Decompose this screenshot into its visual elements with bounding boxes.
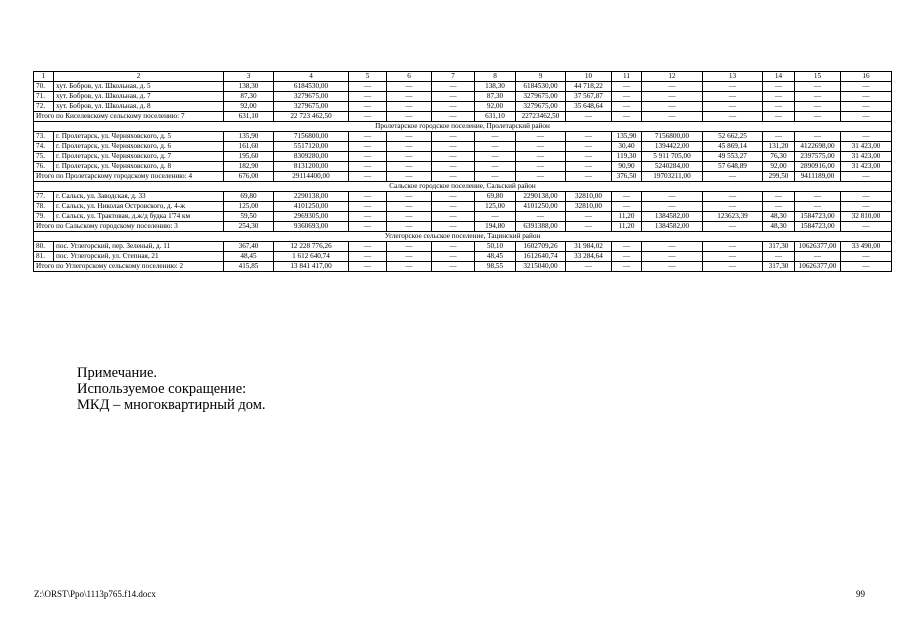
row-number-cell: 80.	[34, 242, 54, 252]
row-number-cell: 76.	[34, 162, 54, 172]
total-label: Итого по Углегорскому сельскому поселению: 2	[34, 262, 224, 272]
table-cell: 182,90	[224, 162, 274, 172]
table-row	[34, 162, 892, 172]
table-cell: 1384582,00	[642, 222, 703, 232]
header-cell: 7	[432, 72, 475, 82]
table-cell: —	[612, 252, 642, 262]
table-cell: —	[387, 222, 432, 232]
table-cell: —	[612, 112, 642, 122]
table-cell: 69,80	[224, 192, 274, 202]
table-cell: —	[432, 162, 475, 172]
table-cell: 87,30	[224, 92, 274, 102]
note-block	[77, 365, 266, 413]
table-cell: —	[841, 192, 892, 202]
table-cell: —	[841, 92, 892, 102]
table-cell: 2290138,00	[516, 192, 566, 202]
table-row	[34, 92, 892, 102]
table-row	[34, 152, 892, 162]
table-cell: —	[516, 152, 566, 162]
table-cell: —	[432, 172, 475, 182]
table-cell: 49 553,27	[703, 152, 763, 162]
row-number-cell: 72.	[34, 102, 54, 112]
table-cell: 92,00	[475, 102, 516, 112]
table-cell: —	[349, 222, 387, 232]
table-cell: —	[566, 172, 612, 182]
header-cell: 5	[349, 72, 387, 82]
table-cell: —	[703, 112, 763, 122]
address-cell: пос. Углегорский, пер. Зеленый, д. 11	[54, 242, 224, 252]
row-number-cell: 79.	[34, 212, 54, 222]
address-cell: г. Пролетарск, ул. Черняховского, д. 5	[54, 132, 224, 142]
table-cell: —	[387, 202, 432, 212]
table-cell: —	[432, 142, 475, 152]
table-cell: 2969305,00	[274, 212, 349, 222]
table-cell: 35 648,64	[566, 102, 612, 112]
header-cell: 15	[795, 72, 841, 82]
table-cell: —	[642, 82, 703, 92]
table-cell: 50,10	[475, 242, 516, 252]
table-row	[34, 252, 892, 262]
table-cell: —	[475, 212, 516, 222]
table-row	[34, 192, 892, 202]
table-cell: 631,10	[224, 112, 274, 122]
table-cell: —	[432, 112, 475, 122]
table-cell: 48,45	[224, 252, 274, 262]
table-cell: —	[387, 82, 432, 92]
table-cell: —	[475, 142, 516, 152]
table-cell: —	[795, 92, 841, 102]
total-label: Итого по Киселевскому сельскому поселению: 7	[34, 112, 224, 122]
table-cell: —	[703, 262, 763, 272]
row-number-cell: 73.	[34, 132, 54, 142]
table-cell: 31 423,00	[841, 162, 892, 172]
table-cell: —	[763, 92, 795, 102]
table-cell: 7156800,00	[642, 132, 703, 142]
section-title: Пролетарское городское поселение, Пролетарский район	[34, 122, 892, 132]
table-cell: 57 648,89	[703, 162, 763, 172]
table-cell: —	[642, 242, 703, 252]
header-cell: 2	[54, 72, 224, 82]
table-cell: 90,90	[612, 162, 642, 172]
table-row	[34, 132, 892, 142]
table-cell: —	[612, 92, 642, 102]
table-cell: 19703211,00	[642, 172, 703, 182]
table-cell: —	[763, 112, 795, 122]
table-cell: 299,50	[763, 172, 795, 182]
table-row	[34, 102, 892, 112]
table-cell: 98,55	[475, 262, 516, 272]
table-cell: 31 984,02	[566, 242, 612, 252]
address-cell: г. Сальск, ул. Заводская, д. 33	[54, 192, 224, 202]
table-cell: 52 662,25	[703, 132, 763, 142]
header-cell: 13	[703, 72, 763, 82]
table-cell: —	[387, 192, 432, 202]
table-cell: 1584723,00	[795, 222, 841, 232]
table-cell: —	[432, 262, 475, 272]
table-cell: —	[795, 202, 841, 212]
table-cell: —	[566, 132, 612, 142]
table-cell: —	[387, 262, 432, 272]
table-cell: —	[763, 82, 795, 92]
table-cell: 5 911 705,00	[642, 152, 703, 162]
table-cell: —	[516, 172, 566, 182]
total-row	[34, 112, 892, 122]
table-cell: —	[349, 82, 387, 92]
table-cell: 1 612 640,74	[274, 252, 349, 262]
table-cell: 138,30	[224, 82, 274, 92]
table-cell: —	[349, 132, 387, 142]
table-cell: —	[703, 92, 763, 102]
table-cell: —	[349, 112, 387, 122]
header-cell: 12	[642, 72, 703, 82]
table-cell: 45 869,14	[703, 142, 763, 152]
table-cell: 92,00	[763, 162, 795, 172]
table-cell: 135,90	[224, 132, 274, 142]
table-cell: 254,30	[224, 222, 274, 232]
table-cell: —	[349, 152, 387, 162]
table-cell: —	[795, 112, 841, 122]
table-cell: —	[642, 102, 703, 112]
table-cell: 32810,00	[566, 192, 612, 202]
total-label: Итого по Пролетарскому городскому поселению: 4	[34, 172, 224, 182]
table-cell: 6184530,00	[274, 82, 349, 92]
table-cell: 1612640,74	[516, 252, 566, 262]
table-cell: —	[432, 242, 475, 252]
table-cell: —	[841, 222, 892, 232]
total-row	[34, 262, 892, 272]
table-cell: —	[763, 102, 795, 112]
table-cell: 3215040,00	[516, 262, 566, 272]
table-cell: —	[703, 172, 763, 182]
table-cell: —	[387, 242, 432, 252]
table-cell: —	[763, 202, 795, 212]
row-number-cell: 75.	[34, 152, 54, 162]
table-cell: —	[612, 192, 642, 202]
table-cell: 376,50	[612, 172, 642, 182]
table-cell: 194,80	[475, 222, 516, 232]
header-cell: 11	[612, 72, 642, 82]
table-cell: 44 718,22	[566, 82, 612, 92]
table-cell: 3279675,00	[516, 102, 566, 112]
table-cell: —	[387, 162, 432, 172]
header-cell: 8	[475, 72, 516, 82]
table-cell: 8131200,00	[274, 162, 349, 172]
table-cell: —	[432, 152, 475, 162]
section-row	[34, 182, 892, 192]
data-table	[33, 71, 892, 272]
table-cell: 30,40	[612, 142, 642, 152]
table-cell: —	[703, 222, 763, 232]
table-cell: 138,30	[475, 82, 516, 92]
row-number-cell: 70.	[34, 82, 54, 92]
table-cell: —	[612, 102, 642, 112]
table-cell: —	[566, 152, 612, 162]
table-cell: —	[432, 212, 475, 222]
table-cell: —	[387, 212, 432, 222]
table-cell: —	[432, 222, 475, 232]
table-cell: —	[841, 252, 892, 262]
table-cell: —	[642, 252, 703, 262]
table-cell: —	[566, 142, 612, 152]
address-cell: г. Пролетарск, ул. Черняховского, д. 6	[54, 142, 224, 152]
table-cell: 125,00	[475, 202, 516, 212]
table-cell: —	[349, 102, 387, 112]
header-cell: 10	[566, 72, 612, 82]
table-cell: 12 228 776,26	[274, 242, 349, 252]
table-cell: 32 810,00	[841, 212, 892, 222]
table-cell: —	[387, 152, 432, 162]
table-cell: —	[642, 192, 703, 202]
address-cell: хут. Бобров, ул. Школьная, д. 8	[54, 102, 224, 112]
table-cell: —	[566, 222, 612, 232]
table-cell: —	[566, 162, 612, 172]
table-cell: —	[516, 132, 566, 142]
table-cell: 22 723 462,50	[274, 112, 349, 122]
table-cell: 1584723,00	[795, 212, 841, 222]
table-cell: —	[516, 162, 566, 172]
table-cell: —	[795, 82, 841, 92]
address-cell: г. Пролетарск, ул. Черняховского, д. 8	[54, 162, 224, 172]
table-cell: 48,45	[475, 252, 516, 262]
footer-page-number: 99	[856, 589, 865, 599]
table-row	[34, 142, 892, 152]
table-cell: 69,80	[475, 192, 516, 202]
table-cell: —	[349, 142, 387, 152]
table-cell: —	[432, 202, 475, 212]
table-cell: —	[349, 242, 387, 252]
table-cell: —	[566, 212, 612, 222]
table-cell: —	[387, 142, 432, 152]
table-cell: 32810,00	[566, 202, 612, 212]
table-cell: —	[703, 102, 763, 112]
table-cell: 10626377,00	[795, 242, 841, 252]
note-abbrev-definition: МКД – многоквартирный дом.	[77, 397, 266, 413]
footer-file-path: Z:\ORST\Ppo\1113p765.f14.docx	[34, 589, 156, 599]
table-cell: —	[566, 262, 612, 272]
table-cell: —	[612, 202, 642, 212]
table-cell: 3279675,00	[274, 92, 349, 102]
table-cell: —	[612, 242, 642, 252]
table-cell: 195,60	[224, 152, 274, 162]
section-row	[34, 122, 892, 132]
table-cell: 4122698,00	[795, 142, 841, 152]
table-cell: —	[612, 262, 642, 272]
header-cell: 3	[224, 72, 274, 82]
table-cell: —	[349, 162, 387, 172]
table-cell: 13 841 417,00	[274, 262, 349, 272]
table-cell: 87,30	[475, 92, 516, 102]
table-cell: 317,30	[763, 262, 795, 272]
table-cell: —	[349, 172, 387, 182]
total-row	[34, 222, 892, 232]
table-cell: 6184530,00	[516, 82, 566, 92]
table-cell: —	[432, 102, 475, 112]
table-cell: —	[841, 202, 892, 212]
table-cell: —	[475, 162, 516, 172]
table-cell: 37 567,87	[566, 92, 612, 102]
address-cell: пос. Углегорский, ул. Степная, 21	[54, 252, 224, 262]
section-title: Сальское городское поселение, Сальский район	[34, 182, 892, 192]
table-cell: 1394422,00	[642, 142, 703, 152]
table-cell: 2397575,00	[795, 152, 841, 162]
table-cell: —	[703, 242, 763, 252]
table-cell: 123623,39	[703, 212, 763, 222]
note-abbrev-heading: Используемое сокращение:	[77, 381, 247, 397]
table-cell: —	[612, 82, 642, 92]
table-cell: 8309280,00	[274, 152, 349, 162]
table-cell: 1602709,26	[516, 242, 566, 252]
table-cell: —	[841, 172, 892, 182]
table-cell: 22723462,50	[516, 112, 566, 122]
table-cell: 5517120,00	[274, 142, 349, 152]
header-cell: 6	[387, 72, 432, 82]
table-cell: —	[387, 172, 432, 182]
row-number-cell: 71.	[34, 92, 54, 102]
table-cell: 33 284,64	[566, 252, 612, 262]
table-cell: 415,85	[224, 262, 274, 272]
table-cell: 119,30	[612, 152, 642, 162]
table-cell: 31 423,00	[841, 142, 892, 152]
table-cell: —	[841, 112, 892, 122]
row-number-cell: 78.	[34, 202, 54, 212]
table-cell: 631,10	[475, 112, 516, 122]
table-cell: 161,60	[224, 142, 274, 152]
table-cell: —	[763, 192, 795, 202]
table-cell: —	[387, 92, 432, 102]
table-cell: 48,30	[763, 212, 795, 222]
table-cell: 6391388,00	[516, 222, 566, 232]
total-label: Итого по Сальскому городскому поселению: 3	[34, 222, 224, 232]
table-cell: 131,20	[763, 142, 795, 152]
address-cell: г. Сальск, ул. Трактовая, д.ж/д будка 1'74 км	[54, 212, 224, 222]
header-cell: 4	[274, 72, 349, 82]
table-cell: —	[795, 192, 841, 202]
header-cell: 1	[34, 72, 54, 82]
table-cell: —	[642, 262, 703, 272]
header-cell: 9	[516, 72, 566, 82]
table-cell: 9360693,00	[274, 222, 349, 232]
table-cell: —	[841, 82, 892, 92]
table-cell: —	[432, 132, 475, 142]
table-cell: 11,20	[612, 222, 642, 232]
note-title: Примечание.	[77, 365, 158, 381]
table-cell: —	[387, 252, 432, 262]
table-cell: 367,40	[224, 242, 274, 252]
table-cell: —	[349, 202, 387, 212]
table-cell: 31 423,00	[841, 152, 892, 162]
address-cell: г. Сальск, ул. Николая Островского, д. 4-ж	[54, 202, 224, 212]
table-cell: —	[795, 102, 841, 112]
header-row	[34, 72, 892, 82]
table-cell: —	[566, 112, 612, 122]
table-cell: 11,20	[612, 212, 642, 222]
table-row	[34, 212, 892, 222]
table-cell: —	[841, 132, 892, 142]
table-cell: —	[432, 252, 475, 262]
table-cell: —	[703, 252, 763, 262]
table-cell: 92,00	[224, 102, 274, 112]
table-cell: 125,00	[224, 202, 274, 212]
table-row	[34, 202, 892, 212]
section-title: Углегорское сельское поселение, Тацинский район	[34, 232, 892, 242]
table-cell: —	[841, 262, 892, 272]
table-cell: —	[642, 92, 703, 102]
table-cell: —	[475, 172, 516, 182]
table-cell: 317,30	[763, 242, 795, 252]
address-cell: хут. Бобров, ул. Школьная, д. 7	[54, 92, 224, 102]
row-number-cell: 74.	[34, 142, 54, 152]
section-row	[34, 232, 892, 242]
table-cell: 10626377,00	[795, 262, 841, 272]
table-cell: —	[763, 252, 795, 262]
table-cell: —	[516, 142, 566, 152]
total-row	[34, 172, 892, 182]
table-cell: 4101250,00	[516, 202, 566, 212]
table-cell: 135,90	[612, 132, 642, 142]
table-cell: 3279675,00	[516, 92, 566, 102]
table-cell: —	[703, 202, 763, 212]
table-cell: 33 490,00	[841, 242, 892, 252]
table-cell: —	[642, 112, 703, 122]
table-cell: 29114400,00	[274, 172, 349, 182]
table-cell: —	[475, 132, 516, 142]
table-cell: —	[349, 92, 387, 102]
table-cell: 676,00	[224, 172, 274, 182]
table-cell: —	[841, 102, 892, 112]
table-cell: 48,30	[763, 222, 795, 232]
table-cell: —	[763, 132, 795, 142]
row-number-cell: 77.	[34, 192, 54, 202]
table-cell: —	[516, 212, 566, 222]
table-cell: —	[795, 132, 841, 142]
table-cell: —	[387, 112, 432, 122]
table-cell: 4101250,00	[274, 202, 349, 212]
table-cell: 2290138,00	[274, 192, 349, 202]
table-cell: 5240284,00	[642, 162, 703, 172]
table-cell: —	[432, 192, 475, 202]
table-cell: —	[387, 132, 432, 142]
row-number-cell: 81.	[34, 252, 54, 262]
table-cell: —	[349, 212, 387, 222]
address-cell: хут. Бобров, ул. Школьная, д. 5	[54, 82, 224, 92]
table-cell: 59,50	[224, 212, 274, 222]
table-cell: 76,30	[763, 152, 795, 162]
header-cell: 16	[841, 72, 892, 82]
header-cell: 14	[763, 72, 795, 82]
table-cell: —	[642, 202, 703, 212]
table-cell: —	[475, 152, 516, 162]
table-row	[34, 242, 892, 252]
table-cell: —	[349, 262, 387, 272]
table-cell: 9411189,00	[795, 172, 841, 182]
table-cell: 7156800,00	[274, 132, 349, 142]
address-cell: г. Пролетарск, ул. Черняховского, д. 7	[54, 152, 224, 162]
table-cell: 2890916,00	[795, 162, 841, 172]
table-cell: —	[432, 82, 475, 92]
table-cell: —	[703, 82, 763, 92]
table-cell: —	[387, 102, 432, 112]
table-cell: —	[349, 252, 387, 262]
table-cell: —	[432, 92, 475, 102]
table-cell: —	[703, 192, 763, 202]
table-row	[34, 82, 892, 92]
table-cell: —	[795, 252, 841, 262]
table-cell: —	[349, 192, 387, 202]
table-cell: 3279675,00	[274, 102, 349, 112]
table-cell: 1384582,00	[642, 212, 703, 222]
